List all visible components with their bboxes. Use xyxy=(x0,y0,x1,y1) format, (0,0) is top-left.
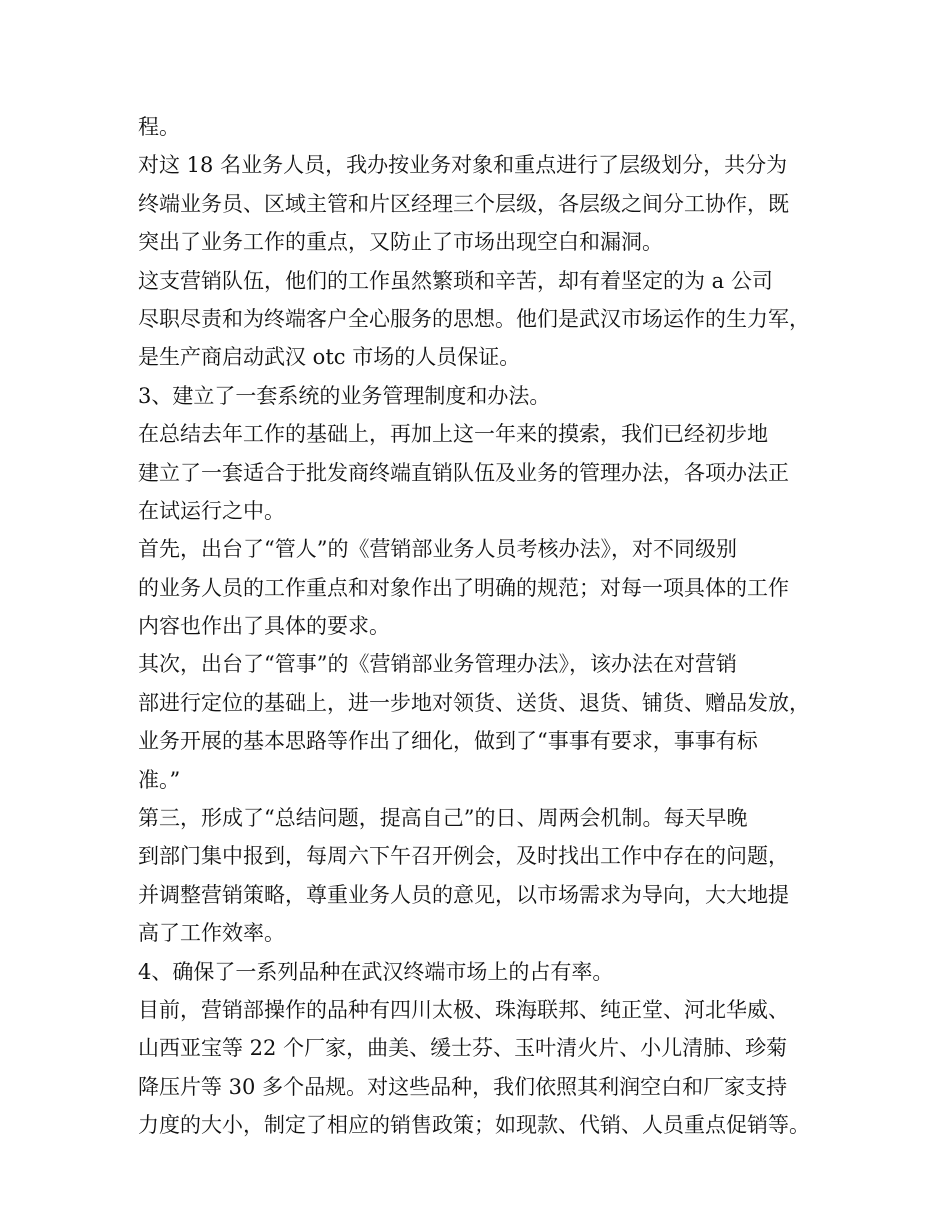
document-page xyxy=(138,108,838,1145)
text-line: 降压片等 30 多个品规。对这些品种，我们依照其利润空白和厂家支持 xyxy=(138,1074,788,1099)
text-line: 力度的大小，制定了相应的销售政策；如现款、代销、人员重点促销等。 xyxy=(138,1113,810,1138)
text-line: 在试运行之中。 xyxy=(138,498,285,523)
text-line: 建立了一套适合于批发商终端直销队伍及业务的管理办法，各项办法正 xyxy=(138,460,789,485)
text-line: 内容也作出了具体的要求。 xyxy=(138,614,390,639)
text-line: 部进行定位的基础上，进一步地对领货、送货、退货、铺货、赠品发放， xyxy=(138,690,810,715)
text-line: 是生产商启动武汉 otc 市场的人员保证。 xyxy=(138,345,521,370)
text-line: 业务开展的基本思路等作出了细化，做到了“事事有要求，事事有标 xyxy=(138,729,758,754)
text-line: 在总结去年工作的基础上，再加上这一年来的摸索，我们已经初步地 xyxy=(138,422,768,447)
text-line: 并调整营销策略，尊重业务人员的意见，以市场需求为导向，大大地提 xyxy=(138,882,789,907)
section-heading: 4、确保了一系列品种在武汉终端市场上的占有率。 xyxy=(138,959,614,984)
text-line: 首先，出台了“管人”的《营销部业务人员考核办法》，对不同级别 xyxy=(138,537,737,562)
text-line: 其次，出台了“管事”的《营销部业务管理办法》，该办法在对营销 xyxy=(138,652,737,677)
text-line: 第三，形成了“总结问题，提高自己”的日、周两会机制。每天早晚 xyxy=(138,806,748,831)
text-line: 程。 xyxy=(138,115,180,139)
text-line: 终端业务员、区域主管和片区经理三个层级，各层级之间分工协作，既 xyxy=(138,191,789,216)
text-line: 准。” xyxy=(138,767,181,792)
text-line: 对这 18 名业务人员，我办按业务对象和重点进行了层级划分，共分为 xyxy=(138,153,788,178)
text-line: 这支营销队伍，他们的工作虽然繁琐和辛苦，却有着坚定的为 a 公司 xyxy=(138,268,773,293)
text-line: 的业务人员的工作重点和对象作出了明确的规范；对每一项具体的工作 xyxy=(138,575,789,600)
text-line: 尽职尽责和为终端客户全心服务的思想。他们是武汉市场运作的生力军， xyxy=(138,306,810,331)
text-line: 山西亚宝等 22 个厂家，曲美、缓士芬、玉叶清火片、小儿清肺、珍菊 xyxy=(138,1036,788,1061)
text-line: 到部门集中报到，每周六下午召开例会，及时找出工作中存在的问题， xyxy=(138,844,789,869)
text-line: 突出了业务工作的重点，又防止了市场出现空白和漏洞。 xyxy=(138,230,663,255)
section-heading: 3、建立了一套系统的业务管理制度和办法。 xyxy=(138,383,551,408)
text-line: 目前，营销部操作的品种有四川太极、珠海联邦、纯正堂、河北华威、 xyxy=(138,997,789,1022)
text-line: 高了工作效率。 xyxy=(138,921,285,946)
